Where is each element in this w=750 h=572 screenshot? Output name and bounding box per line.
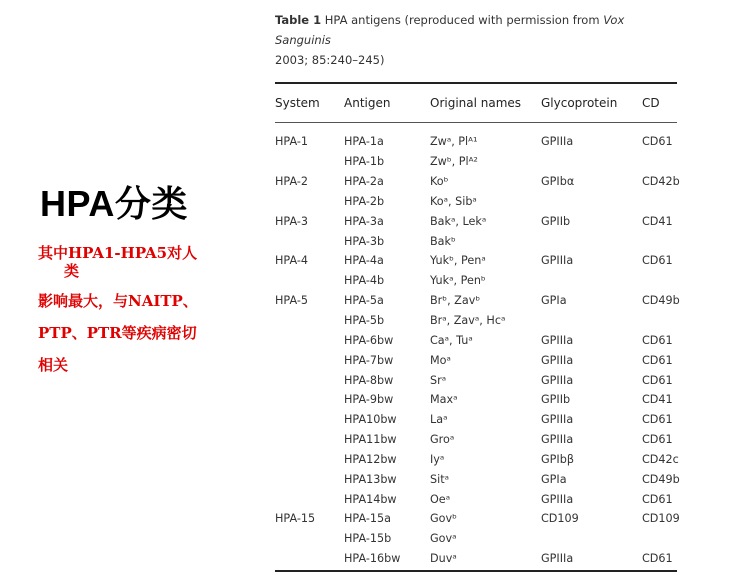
table-header-rule: [275, 122, 677, 123]
table-header: [275, 84, 677, 122]
cell-antigen: HPA14bw: [344, 492, 397, 506]
cell-original-names: Duvᵃ: [430, 552, 457, 566]
table-row: [275, 330, 677, 350]
header-cd: CD: [642, 96, 660, 110]
cell-antigen: HPA12bw: [344, 452, 397, 466]
cell-original-names: Yukᵇ, Penᵃ: [430, 254, 486, 268]
cell-original-names: Oeᵃ: [430, 492, 451, 506]
cell-cd: CD109: [642, 512, 680, 526]
header-system: System: [275, 96, 320, 110]
cell-glycoprotein: GPIIIa: [541, 353, 574, 367]
caption-lead: Table 1: [275, 13, 322, 27]
header-antigen: Antigen: [344, 96, 391, 110]
table-row: [275, 469, 680, 489]
cell-cd: CD61: [642, 433, 673, 447]
table-row: [275, 370, 677, 390]
table-row: [275, 152, 677, 172]
table-row: [275, 291, 680, 311]
cell-cd: CD61: [642, 353, 673, 367]
cell-cd: CD42c: [642, 452, 679, 466]
table-row: [275, 251, 677, 271]
table-row: [275, 231, 677, 251]
table-row: [275, 410, 677, 430]
caption-source: Vox Sanguinis: [275, 13, 625, 47]
cell-glycoprotein: GPIIIa: [541, 492, 574, 506]
table-row: [275, 211, 677, 231]
cell-original-names: Laᵃ: [430, 413, 448, 427]
cell-cd: CD61: [642, 254, 673, 268]
cell-antigen: HPA-15b: [344, 532, 392, 546]
cell-original-names: Bakᵃ, Lekᵃ: [430, 214, 487, 228]
cell-glycoprotein: GPIIIa: [541, 552, 574, 566]
cell-glycoprotein: GPIbα: [541, 175, 575, 189]
table-row: [275, 450, 677, 470]
cell-glycoprotein: GPIIb: [541, 393, 571, 407]
cell-system: HPA-3: [275, 214, 309, 228]
header-original-names: Original names: [430, 96, 522, 110]
cell-system: HPA-1: [275, 135, 309, 149]
cell-original-names: Moᵃ: [430, 353, 451, 367]
table-row: [275, 430, 677, 450]
cell-cd: CD41: [642, 393, 673, 407]
cell-original-names: Govᵃ: [430, 532, 457, 546]
cell-glycoprotein: GPIbβ: [541, 452, 574, 466]
note-line-1-cont: 类: [64, 262, 80, 280]
cell-cd: CD49b: [642, 294, 680, 308]
cell-glycoprotein: CD109: [541, 512, 579, 526]
cell-antigen: HPA-1b: [344, 155, 385, 169]
cell-antigen: HPA-3b: [344, 234, 385, 248]
cell-cd: CD61: [642, 552, 673, 566]
cell-original-names: Bakᵇ: [430, 234, 456, 248]
side-notes: [38, 244, 228, 388]
hpa-table: [275, 10, 680, 572]
slide-title: HPA分类: [40, 183, 188, 224]
cell-antigen: HPA-9bw: [344, 393, 394, 407]
cell-glycoprotein: GPIIIa: [541, 135, 574, 149]
cell-original-names: Yukᵃ, Penᵇ: [430, 274, 486, 288]
cell-antigen: HPA-4a: [344, 254, 384, 268]
cell-glycoprotein: GPIIIa: [541, 333, 574, 347]
caption-text: HPA antigens (reproduced with permission from: [324, 13, 600, 27]
table-row: [275, 271, 677, 291]
cell-glycoprotein: GPIIb: [541, 214, 571, 228]
cell-cd: CD61: [642, 333, 673, 347]
table-bottom-rule: [275, 570, 677, 572]
cell-original-names: Srᵃ: [430, 373, 447, 387]
cell-glycoprotein: GPIa: [541, 294, 567, 308]
cell-cd: CD49b: [642, 472, 680, 486]
cell-glycoprotein: GPIIIa: [541, 373, 574, 387]
cell-glycoprotein: GPIa: [541, 472, 567, 486]
cell-original-names: Zwᵇ, Plᴬ²: [430, 155, 478, 169]
cell-antigen: HPA10bw: [344, 413, 397, 427]
cell-original-names: Zwᵃ, Plᴬ¹: [430, 135, 478, 149]
cell-antigen: HPA-4b: [344, 274, 385, 288]
cell-original-names: Koᵇ: [430, 175, 449, 189]
cell-original-names: Sitᵃ: [430, 472, 449, 486]
cell-cd: CD61: [642, 492, 673, 506]
cell-cd: CD61: [642, 413, 673, 427]
cell-original-names: Brᵃ, Zavᵃ, Hcᵃ: [430, 314, 506, 328]
table-row: [275, 192, 677, 212]
cell-original-names: Koᵃ, Sibᵃ: [430, 194, 477, 208]
cell-system: HPA-2: [275, 175, 309, 189]
table-row: [275, 549, 677, 569]
table-row: [275, 132, 677, 152]
cell-antigen: HPA-5a: [344, 294, 384, 308]
table-body: [275, 132, 680, 569]
cell-antigen: HPA13bw: [344, 472, 397, 486]
header-glycoprotein: Glycoprotein: [541, 96, 618, 110]
table-row: [275, 172, 680, 192]
cell-glycoprotein: GPIIIa: [541, 413, 574, 427]
cell-original-names: Iyᵃ: [430, 452, 445, 466]
table-row: [275, 529, 677, 549]
table-row: [275, 489, 677, 509]
cell-antigen: HPA-15a: [344, 512, 391, 526]
cell-original-names: Brᵇ, Zavᵇ: [430, 294, 481, 308]
cell-antigen: HPA11bw: [344, 433, 397, 447]
cell-antigen: HPA-2a: [344, 175, 384, 189]
table-caption: [275, 10, 677, 70]
cell-original-names: Govᵇ: [430, 512, 457, 526]
table-row: [275, 311, 677, 331]
cell-antigen: HPA-2b: [344, 194, 385, 208]
cell-original-names: Maxᵃ: [430, 393, 458, 407]
cell-cd: CD61: [642, 135, 673, 149]
cell-antigen: HPA-6bw: [344, 333, 394, 347]
cell-antigen: HPA-1a: [344, 135, 384, 149]
cell-antigen: HPA-3a: [344, 214, 384, 228]
cell-antigen: HPA-5b: [344, 314, 385, 328]
cell-cd: CD61: [642, 373, 673, 387]
cell-antigen: HPA-8bw: [344, 373, 394, 387]
cell-glycoprotein: GPIIIa: [541, 433, 574, 447]
cell-cd: CD41: [642, 214, 673, 228]
table-row: [275, 509, 680, 529]
note-line-1: [38, 244, 228, 280]
cell-antigen: HPA-7bw: [344, 353, 394, 367]
cell-glycoprotein: GPIIIa: [541, 254, 574, 268]
cell-system: HPA-4: [275, 254, 309, 268]
note-line-1-text: 其中HPA1-HPA5对人: [38, 244, 198, 262]
note-line-2: 影响最大，与NAITP、: [38, 292, 198, 310]
cell-cd: CD42b: [642, 175, 680, 189]
note-line-4: 相关: [38, 356, 69, 374]
cell-system: HPA-15: [275, 512, 316, 526]
note-line-3: PTP、PTR等疾病密切: [38, 324, 197, 342]
cell-system: HPA-5: [275, 294, 309, 308]
cell-original-names: Caᵃ, Tuᵃ: [430, 333, 473, 347]
caption-tail: 2003; 85:240–245): [275, 53, 385, 67]
table-row: [275, 350, 677, 370]
cell-antigen: HPA-16bw: [344, 552, 401, 566]
table-row: [275, 390, 677, 410]
cell-original-names: Groᵃ: [430, 433, 455, 447]
